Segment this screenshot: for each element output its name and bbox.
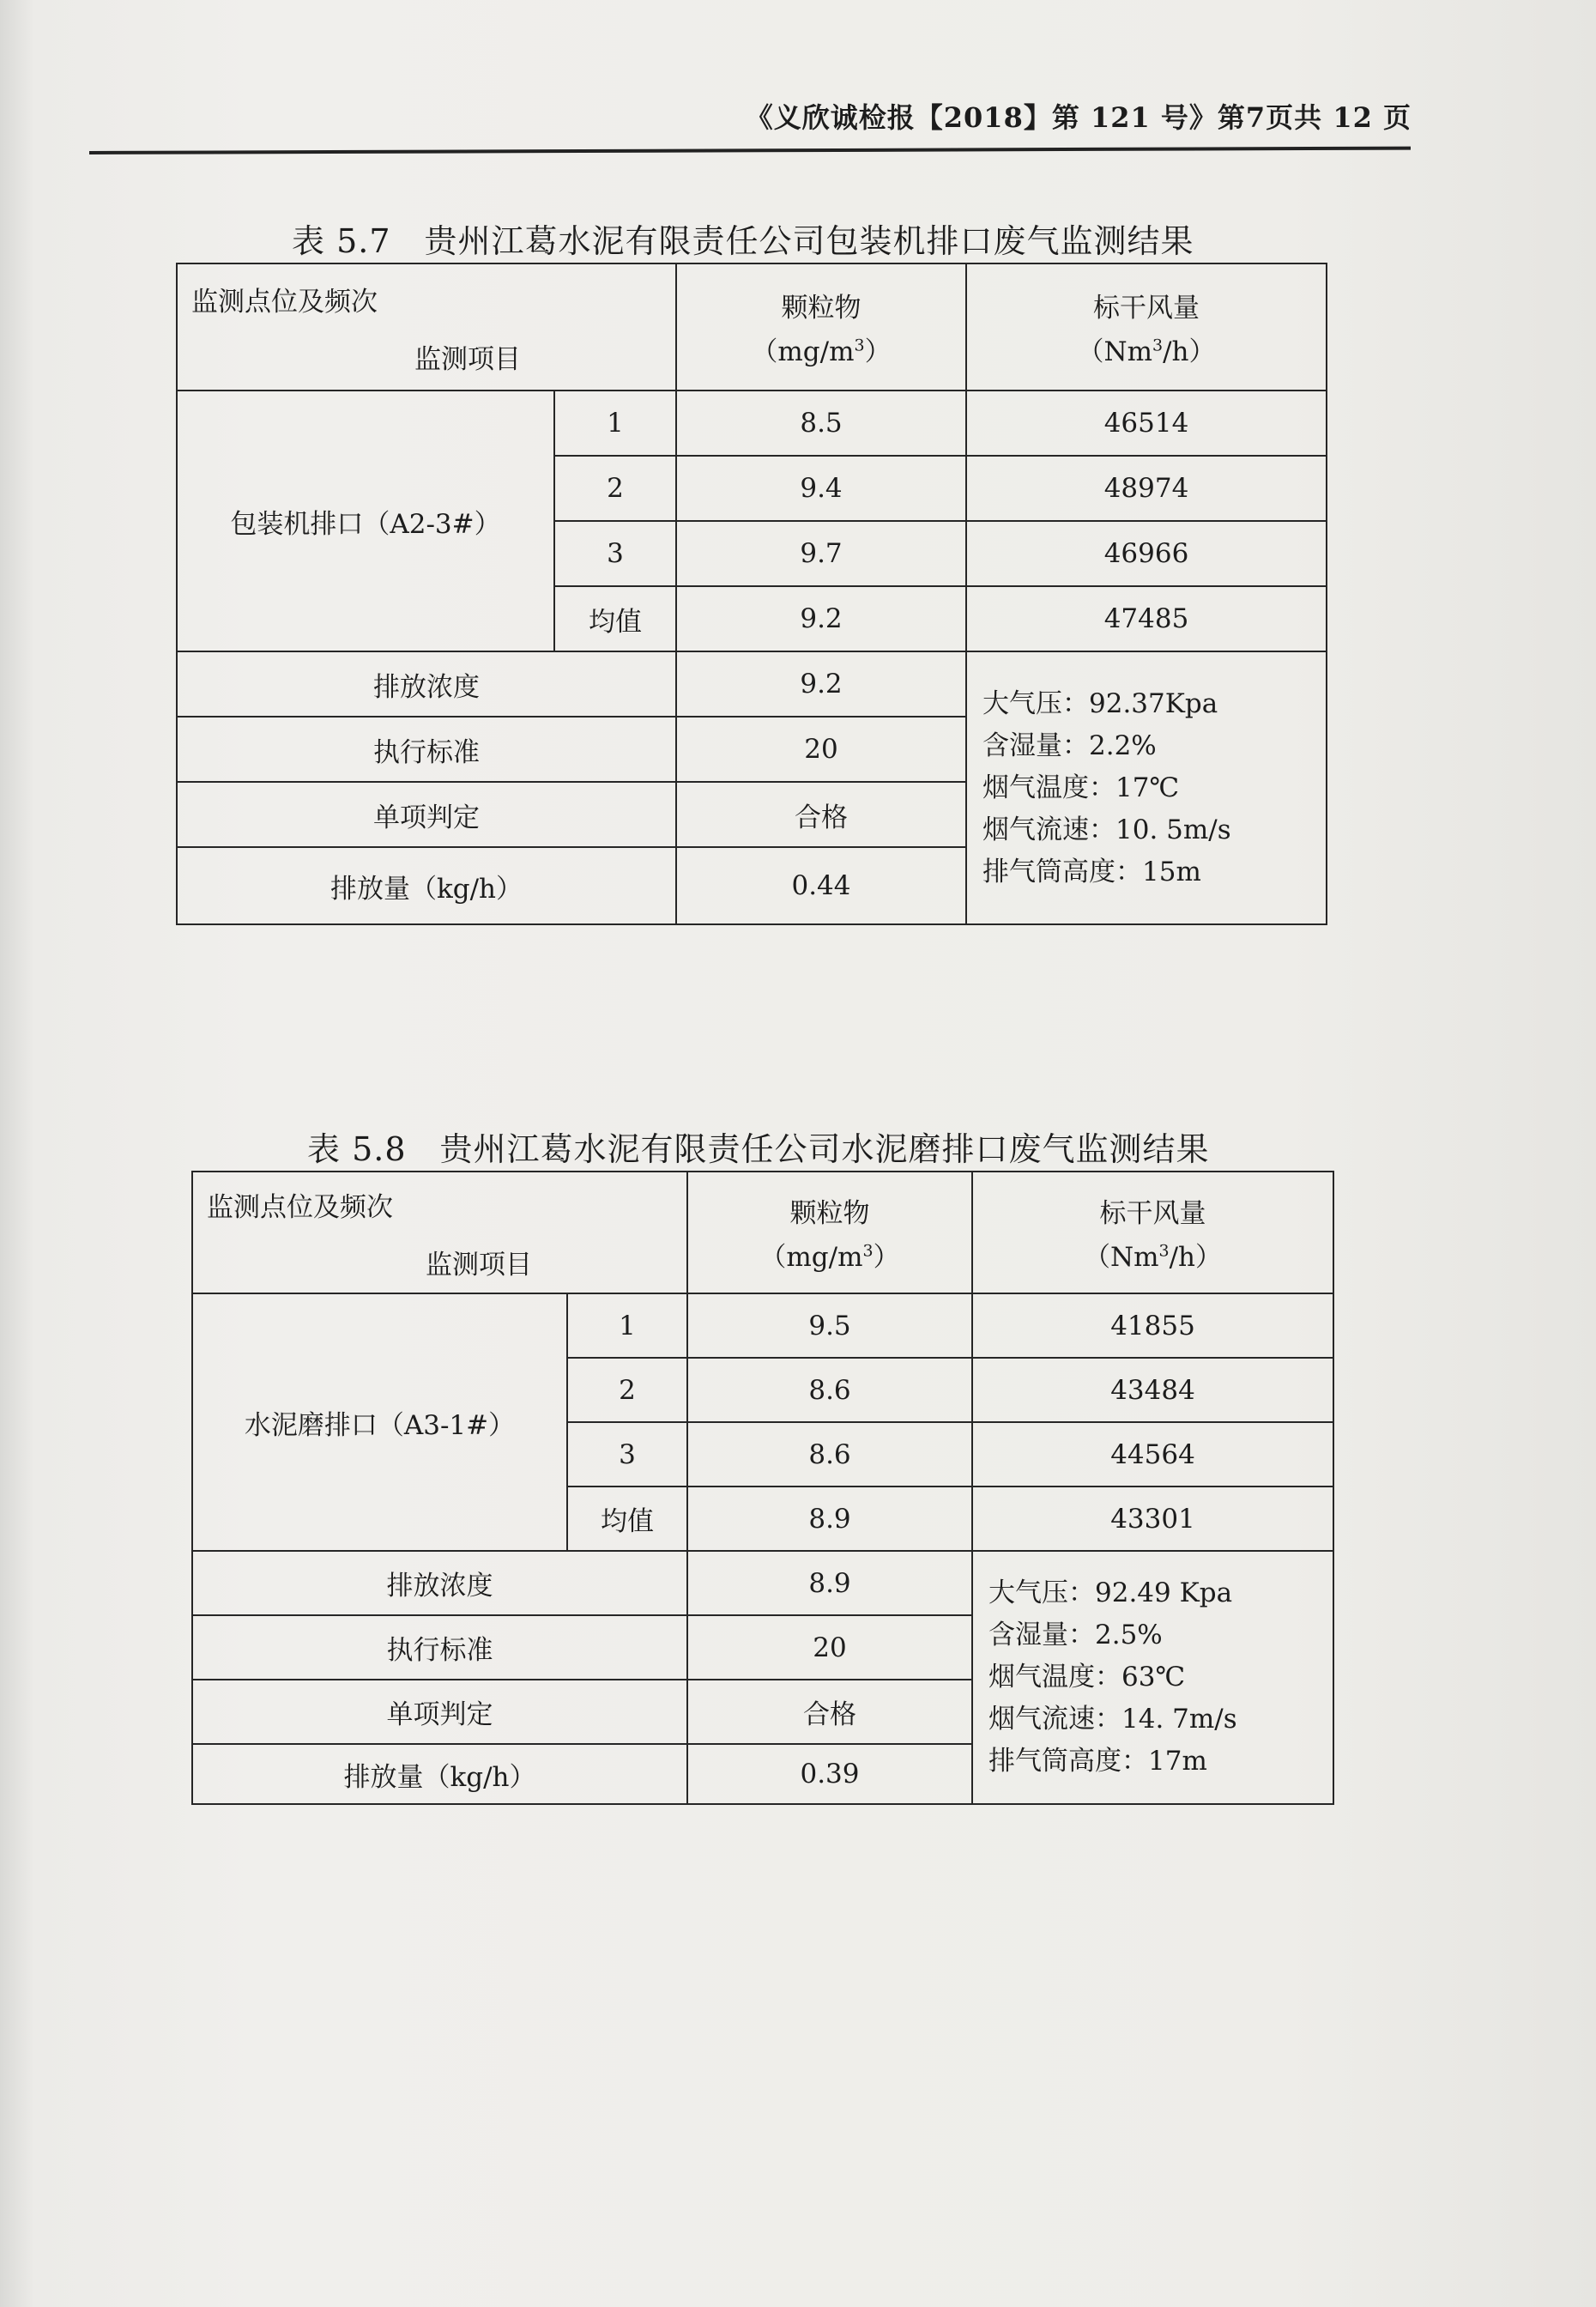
param-velocity: 烟气流速：14. 7m/s (988, 1704, 1237, 1735)
pm-cell: 9.2 (676, 586, 966, 651)
col-header-pm-unit: $(mg/m^3)$ (751, 336, 892, 367)
summary-row (192, 1551, 1333, 1615)
summary-label: 排放浓度 (192, 1551, 687, 1615)
flow-cell: 46966 (966, 521, 1327, 586)
col-header-pm-name: 颗粒物 (781, 293, 861, 324)
col-header-pm (676, 263, 966, 391)
summary-value: 合格 (676, 782, 966, 847)
param-stack-height: 排气筒高度：15m (982, 856, 1201, 887)
freq-cell: 1 (554, 391, 676, 456)
summary-value: 合格 (687, 1680, 972, 1744)
table-row (192, 1293, 1333, 1358)
summary-label: 单项判定 (192, 1680, 687, 1744)
param-temperature: 烟气温度：63℃ (988, 1662, 1186, 1692)
freq-cell: 2 (567, 1358, 687, 1422)
table-5-8-caption: 表 5.8 贵州江葛水泥有限责任公司水泥磨排口废气监测结果 (307, 1130, 1210, 1168)
flow-cell: 41855 (972, 1293, 1333, 1358)
col-header-flow-unit: （Nm$^3$/h） (1077, 336, 1216, 367)
param-stack-height: 排气筒高度：17m (988, 1746, 1207, 1777)
param-velocity: 烟气流速：10. 5m/s (982, 814, 1231, 845)
summary-value: 20 (687, 1615, 972, 1680)
pm-cell: 9.5 (687, 1293, 972, 1358)
param-pressure: 大气压：92.49 Kpa (988, 1577, 1233, 1608)
summary-row (177, 651, 1327, 717)
summary-value: 0.44 (676, 847, 966, 924)
diag-header-items: 监测项目 (426, 1250, 532, 1281)
summary-value: 9.2 (676, 651, 966, 717)
summary-label: 单项判定 (177, 782, 676, 847)
pm-cell: 9.7 (676, 521, 966, 586)
summary-value: 8.9 (687, 1551, 972, 1615)
col-header-flow-name: 标干风量 (1099, 1198, 1206, 1229)
col-header-pm (687, 1172, 972, 1293)
col-header-flow-unit: （Nm$^3$/h） (1083, 1241, 1223, 1273)
summary-value: 0.39 (687, 1744, 972, 1804)
col-header-flow (972, 1172, 1333, 1293)
param-temperature: 烟气温度：17℃ (982, 772, 1180, 803)
table-5-7 (176, 263, 1327, 925)
summary-label: 排放量（kg/h） (192, 1744, 687, 1804)
freq-cell: 2 (554, 456, 676, 521)
table-5-8 (191, 1171, 1334, 1805)
diagonal-header-cell (192, 1172, 687, 1293)
flow-cell: 46514 (966, 391, 1327, 456)
flow-cell: 43301 (972, 1487, 1333, 1551)
emission-params-cell (972, 1551, 1333, 1804)
freq-cell: 3 (567, 1422, 687, 1487)
pm-cell: 8.6 (687, 1422, 972, 1487)
table-row (177, 391, 1327, 456)
emission-params-cell (966, 651, 1327, 924)
col-header-flow (966, 263, 1327, 391)
param-moisture: 含湿量：2.2% (982, 730, 1157, 761)
table-5-7-caption: 表 5.7 贵州江葛水泥有限责任公司包装机排口废气监测结果 (292, 222, 1194, 260)
flow-cell: 48974 (966, 456, 1327, 521)
site-cell: 水泥磨排口（A3-1#） (192, 1293, 567, 1551)
freq-cell: 3 (554, 521, 676, 586)
diagonal-header-cell (177, 263, 676, 391)
summary-label: 执行标准 (192, 1615, 687, 1680)
param-moisture: 含湿量：2.5% (988, 1620, 1163, 1650)
pm-cell: 8.6 (687, 1358, 972, 1422)
site-cell: 包装机排口（A2-3#） (177, 391, 554, 651)
summary-label: 排放量（kg/h） (177, 847, 676, 924)
diag-header-points: 监测点位及频次 (191, 287, 378, 318)
summary-label: 排放浓度 (177, 651, 676, 717)
report-header: 《义欣诚检报【2018】第 121 号》第7页共 12 页 (745, 101, 1412, 134)
header-rule (89, 147, 1411, 154)
diag-header-items: 监测项目 (414, 344, 521, 375)
flow-cell: 43484 (972, 1358, 1333, 1422)
col-header-pm-name: 颗粒物 (789, 1198, 870, 1229)
freq-cell: 均值 (567, 1487, 687, 1551)
col-header-pm-unit: $(mg/m^3)$ (759, 1241, 900, 1273)
pm-cell: 9.4 (676, 456, 966, 521)
freq-cell: 均值 (554, 586, 676, 651)
summary-value: 20 (676, 717, 966, 782)
freq-cell: 1 (567, 1293, 687, 1358)
col-header-flow-name: 标干风量 (1093, 293, 1200, 324)
flow-cell: 44564 (972, 1422, 1333, 1487)
flow-cell: 47485 (966, 586, 1327, 651)
pm-cell: 8.5 (676, 391, 966, 456)
summary-label: 执行标准 (177, 717, 676, 782)
diag-header-points: 监测点位及频次 (207, 1192, 393, 1223)
pm-cell: 8.9 (687, 1487, 972, 1551)
param-pressure: 大气压：92.37Kpa (982, 687, 1218, 719)
